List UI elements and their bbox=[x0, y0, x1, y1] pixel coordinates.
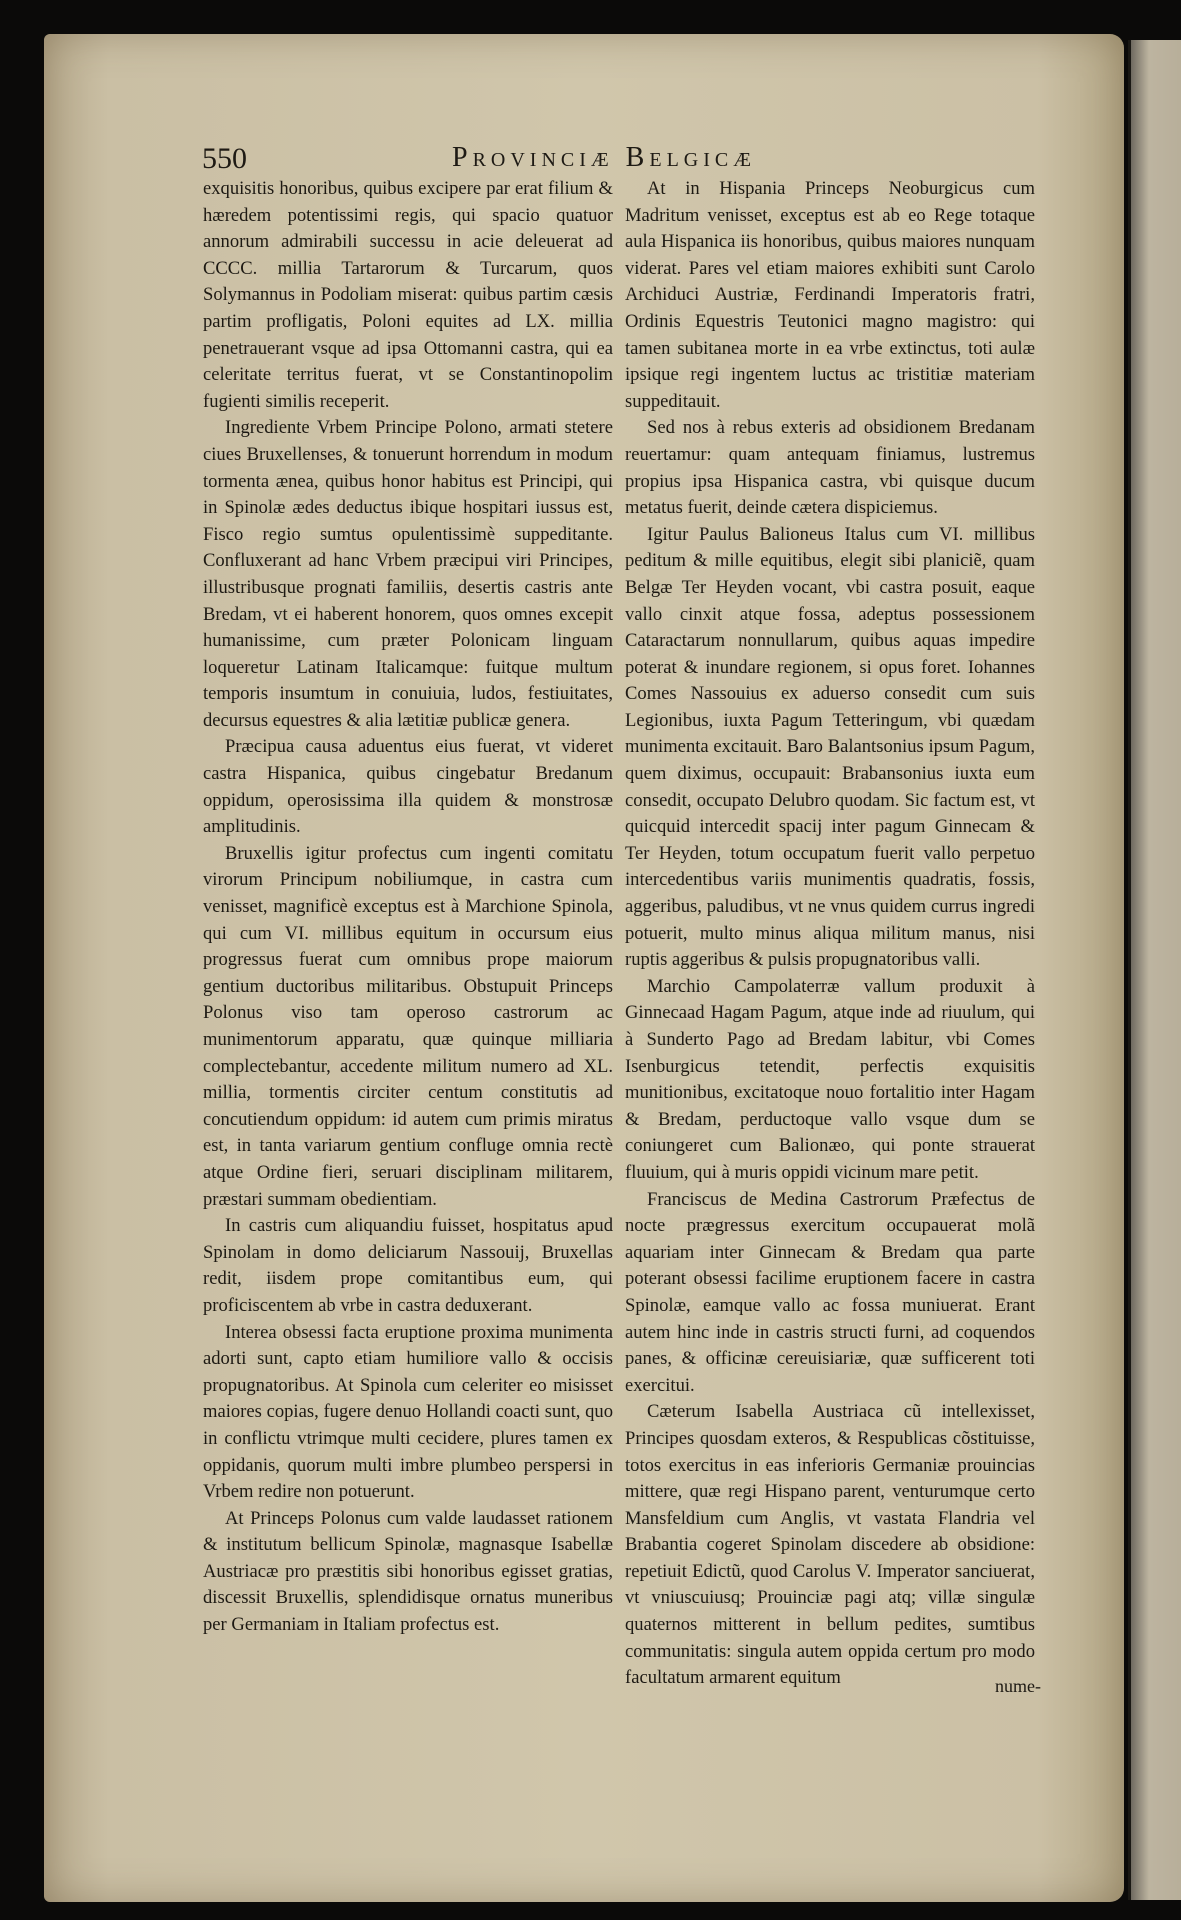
paragraph: At Princeps Polonus cum valde laudasset rationem & institutum bellicum Spinolæ, magnasque Isabellæ Austriacæ pro præstitis sibi honoribus egisset gratias, discessit Bruxellis, splendidisque ornatus muneribus per Germaniam in Italiam profectus est. bbox=[203, 1507, 613, 1636]
paragraph: exquisitis honoribus, quibus excipere par erat filium & hæredem potentissimi regis, qui spacio quatuor annorum admirabili successu in acie deleuerat ad CCCC. millia Tartarorum & Turcarum, quos Solymannus in Podoliam miserat: quibus partim cæsis partim profligatis, Poloni equites ad LX. millia penetrauerant vsque ad ipsa Ottomanni castra, qui ea celeritate territus fuerat, vt se Constantinopolim fugienti similis receperit. bbox=[203, 178, 613, 412]
paragraph: Marchio Campolaterræ vallum produxit à Ginnecaad Hagam Pagum, atque inde ad riuulum, qui à Sunderto Pago ad Bredam labitur, vbi Comes Isenburgicus tetendit, perfectis exquisitis munitionibus, excitatoque nouo fortalitio inter Hagam & Bredam, perductoque vallo vsque dum se coniungeret cum Balionæo, qui ponte strauerat fluuium, qui à muris oppidi vicinum mare petit. bbox=[625, 975, 1035, 1183]
paragraph: Præcipua causa aduentus eius fuerat, vt videret castra Hispanica, quibus cingebatur Bredanum oppidum, operosissima illa quidem & monstrosæ amplitudinis. bbox=[203, 736, 613, 838]
paragraph: Igitur Paulus Balioneus Italus cum VI. millibus peditum & mille equitibus, elegit sibi planiciẽ, quam Belgæ Ter Heyden vocant, vbi castra posuit, eaque vallo cinxit atque fossa, adeptus possessionem Cataractarum nonnullarum, quibus aquas impedire poterat & inundare regionem, si opus foret. Iohannes Comes Nassouius ex aduerso consedit cum suis Legionibus, iuxta Pagum Tetteringum, vbi quædam munimenta excitauit. Baro Balantsonius ipsum Pagum, quem diximus, occupauit: Brabansonius iuxta eum consedit, occupato Delubro quodam. Sic factum est, vt quicquid intercedit spacij inter pagum Ginnecam & Ter Heyden, totum occupatum fuerit vallo perpetuo intercedentibus variis munimentis quadratis, fossis, aggeribus, paludibus, vt ne vnus quidem currus ingredi potuerit, multo minus aliqua militum manus, nisi ruptis aggeribus & pulsis propugnatoribus valli. bbox=[625, 523, 1035, 971]
paragraph: Cæterum Isabella Austriaca cũ intellexisset, Principes quosdam exteros, & Respublicas cõstituisse, totos exercitus in eas inferioris Germaniæ prouincias mittere, quæ regi Hispano parent, venturumque certo Mansfeldium cum Anglis, vt vastata Flandria vel Brabantia cogeret Spinolam discedere ab obsidione: repetiuit Edictũ, quod Carolus V. Imperator sanciuerat, vt vniuscuiusq; Prouinciæ pagi atq; villæ singulæ quaternos mitterent in bellum pedites, sumtibus communitatis: singula autem oppida certum pro modo facultatum armarent equitum bbox=[625, 1401, 1035, 1689]
paragraph: Interea obsessi facta eruptione proxima munimenta adorti sunt, capto etiam humiliore vallo & occisis propugnatoribus. At Spinola cum celeriter eo misisset maiores copias, fugere denuo Hollandi coacti sunt, quo in conflictu vtrimque multi cecidere, plures tamen ex oppidanis, quorum multi imbre plumbeo perspersi in Vrbem redire non potuerunt. bbox=[203, 1321, 613, 1503]
catchword: nume- bbox=[995, 1676, 1041, 1696]
header-title: Provinciæ Belgicæ bbox=[452, 142, 757, 173]
page-number: 550 bbox=[202, 142, 247, 175]
paragraph: At in Hispania Princeps Neoburgicus cum Madritum venisset, exceptus est ab eo Rege totaque aula Hispanica iis honoribus, quibus maiores nunquam viderat. Pares vel etiam maiores exhibiti sunt Carolo Archiduci Austriæ, Ferdinandi Imperatoris fratri, Ordinis Equestris Teutonici magno magistro: qui tamen subitanea morte in ea vrbe extinctus, toti aulæ ipsique regi ingentem luctus ac tristitiæ materiam suppeditauit. bbox=[625, 178, 1035, 412]
adjacent-page-edge bbox=[1128, 40, 1181, 1900]
running-head bbox=[202, 142, 1062, 178]
paragraph: Bruxellis igitur profectus cum ingenti comitatu virorum Principum nobiliumque, in castra cum venisset, magnificè exceptus est à Marchione Spinola, qui cum VI. millibus equitum in occursum eius progressus fuerat cum omnibus prope maiorum gentium ductoribus militaribus. Obstupuit Princeps Polonus viso tam operoso castrorum ac munimentorum apparatu, quæ quinque milliaria complectebantur, accedente militum numero ad XL. millia, tormentis circiter centum constitutis ad concutiendum oppidum: id autem cum primis miratus est, in tanta variarum gentium confluge omnia rectè atque Ordine fieri, seruari disciplinam militarem, præstari summam obedientiam. bbox=[203, 842, 613, 1210]
paragraph: In castris cum aliquandiu fuisset, hospitatus apud Spinolam in domo deliciarum Nassouij, Bruxellas redit, iisdem prope comitantibus eum, qui proficiscentem ab vrbe in castra deduxerant. bbox=[203, 1215, 613, 1316]
paragraph: Ingrediente Vrbem Principe Polono, armati stetere ciues Bruxellenses, & tonuerunt horrendum in modum tormenta ænea, quibus honor habitus est Principi, qui in Spinolæ ædes deductus ibique hospitari iussus est, Fisco regio sumtus opulentissimè suppeditante. Confluxerant ad hanc Vrbem præcipui viri Principes, illustribusque prognati familiis, desertis castris ante Bredam, vt ei haberent honorem, quos omnes excepit humanissime, cum præter Polonicam linguam loqueretur Latinam Italicamque: fuitque multum temporis insumtum in conuiuia, ludos, festiuitates, decursus equestres & alia lætitiæ publicæ genera. bbox=[203, 417, 613, 731]
paragraph: Sed nos à rebus exteris ad obsidionem Bredanam reuertamur: quam antequam finiamus, lustremus propius ipsa Hispanica castra, vbi quisque ducum metatus fuerit, deinde cætera dispiciemus. bbox=[625, 417, 1035, 519]
paragraph: Franciscus de Medina Castrorum Præfectus de nocte prægressus exercitum occupauerat molã aquariam inter Ginnecam & Bredam qua parte poterant obsessi facilime eruptionem facere in castra Spinolæ, eamque vallo ac fossa muniuerat. Erant autem hinc inde in castris structi furni, ad coquendos panes, & officinæ cereuisiariæ, quæ sufficerent toti exercitui. bbox=[625, 1188, 1035, 1396]
right-column bbox=[625, 176, 1035, 1692]
left-column bbox=[203, 176, 613, 1639]
